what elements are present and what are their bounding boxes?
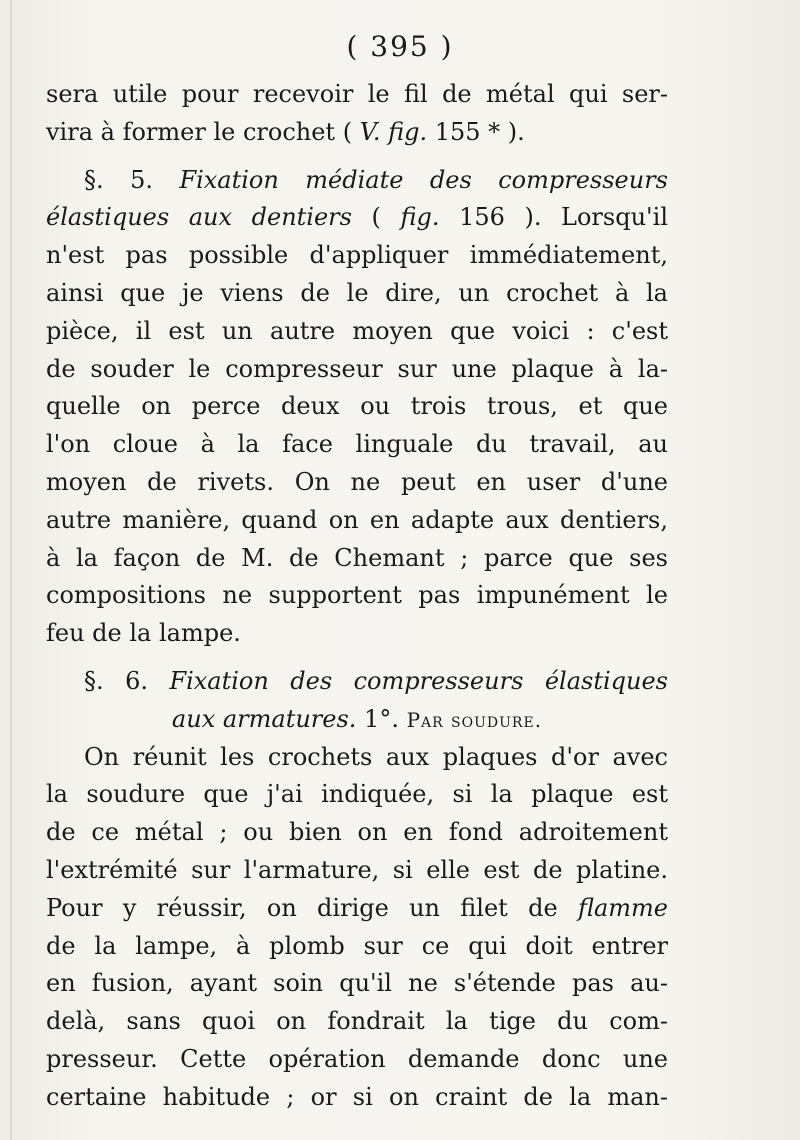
text-line: presseur. Cette opération demande donc une: [46, 1044, 668, 1073]
text-line: sera utile pour recevoir le fil de métal qui ser-: [46, 80, 668, 108]
text-line: l'extrémité sur l'armature, si elle est de platine.: [46, 855, 668, 884]
text-line: moyen de rivets. On ne peut en user d'une: [46, 467, 668, 496]
text-line: l'on cloue à la face linguale du travail, au: [46, 430, 668, 459]
text-line: de ce métal ; ou bien on en fond adroitement: [46, 818, 668, 847]
text-line: ainsi que je viens de le dire, un crochet à la: [46, 278, 668, 307]
text-line: Pour y réussir, on dirige un filet de flamme: [46, 893, 668, 922]
text-line: quelle on perce deux ou trois trous, et que: [46, 392, 668, 421]
page-body: [46, 76, 668, 1117]
text-line: On réunit les crochets aux plaques d'or avec: [84, 742, 668, 771]
text-line: certaine habitude ; or si on craint de la man-: [46, 1082, 668, 1111]
section-heading-line: §. 6. Fixation des compresseurs élastiques: [84, 666, 668, 695]
text-line: en fusion, ayant soin qu'il ne s'étende pas au-: [46, 969, 668, 998]
section-heading-line: §. 5. Fixation médiate des compresseurs: [84, 165, 668, 194]
text-line: autre manière, quand on en adapte aux dentiers,: [46, 505, 668, 534]
section-heading-line: aux armatures. 1°. Par soudure.: [171, 704, 543, 733]
text-line: compositions ne supportent pas impunément le: [46, 581, 668, 610]
text-line: pièce, il est un autre moyen que voici : c'est: [46, 316, 668, 345]
text-line: la soudure que j'ai indiquée, si la plaque est: [46, 780, 668, 809]
page-number: ( 395 ): [346, 30, 454, 63]
text-line: de la lampe, à plomb sur ce qui doit entrer: [46, 931, 668, 960]
text-line: delà, sans quoi on fondrait la tige du com-: [46, 1007, 668, 1036]
page-edge-line: [10, 0, 12, 1140]
text-line: n'est pas possible d'appliquer immédiatement,: [46, 241, 668, 270]
text-line: feu de la lampe.: [46, 619, 241, 648]
text-line: vira à former le crochet ( V. fig. 155 * ).: [46, 117, 525, 146]
text-line: de souder le compresseur sur une plaque à la-: [46, 354, 668, 383]
text-line: à la façon de M. de Chemant ; parce que ses: [46, 543, 668, 572]
text-line: élastiques aux dentiers ( fig. 156 ). Lorsqu'il: [46, 203, 668, 232]
